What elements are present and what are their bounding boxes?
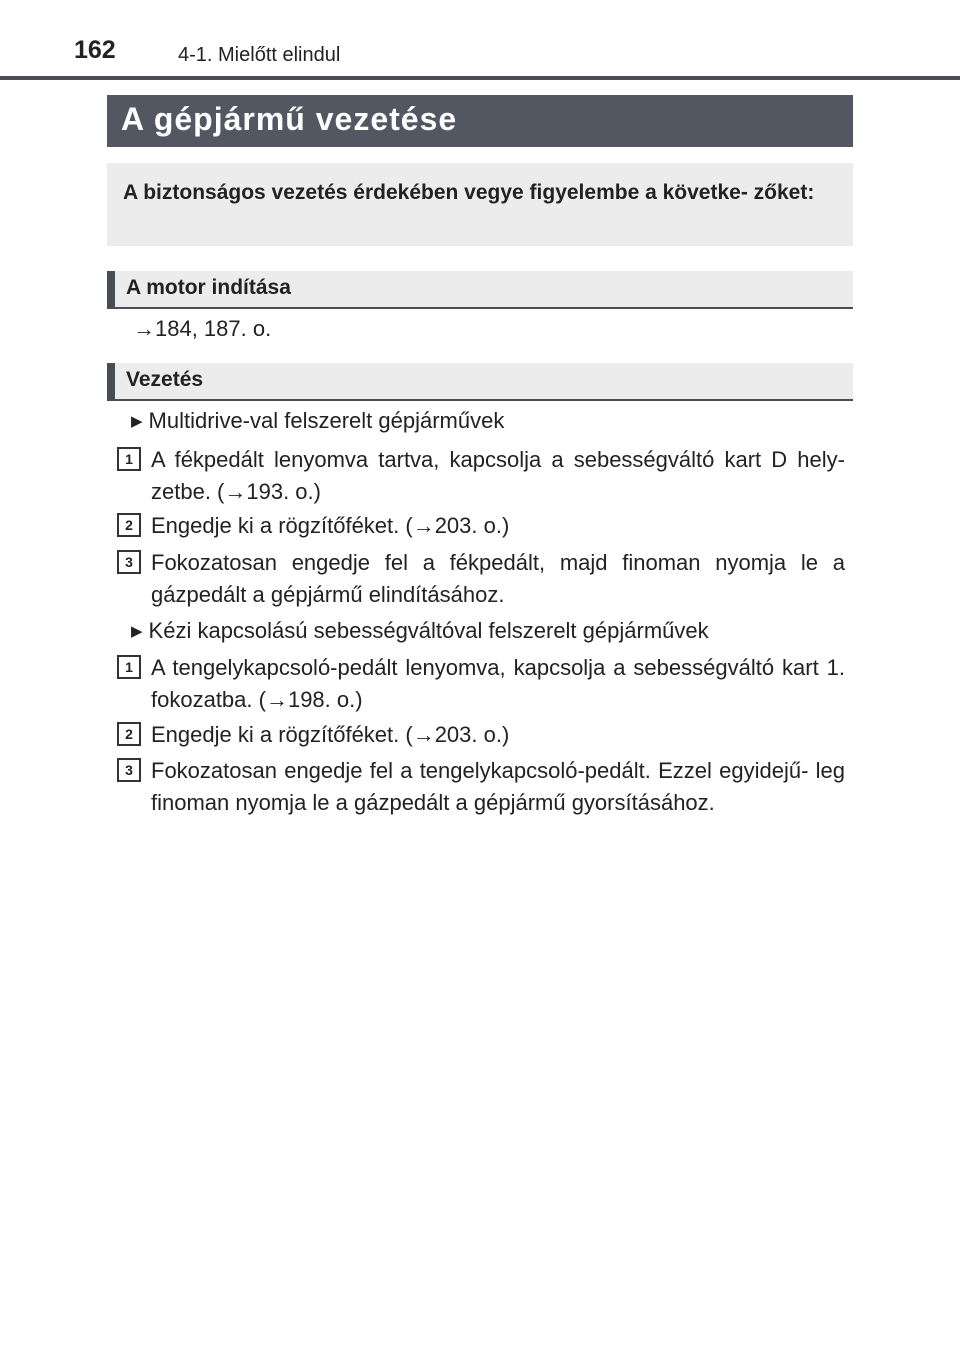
step-text: A tengelykapcsoló-pedált lenyomva, kapcsolja a sebességváltó kart 1. fokozatba. (→198. o.): [151, 655, 845, 712]
step-number-badge: 2: [117, 722, 141, 746]
triangle-right-icon: ▶: [131, 413, 143, 430]
section-heading-label: Vezetés: [126, 368, 204, 391]
step-text: Engedje ki a rögzítőféket. (→203. o.): [151, 722, 510, 747]
section-accent: [107, 363, 115, 399]
section-accent: [107, 271, 115, 307]
step-number-badge: 3: [117, 758, 141, 782]
step-number-badge: 2: [117, 513, 141, 537]
page-title: A gépjármű vezetése: [121, 101, 458, 137]
group-heading-text: Multidrive-val felszerelt gépjárművek: [148, 408, 505, 433]
chapter-title: 4-1. Mielőtt elindul: [178, 44, 341, 66]
intro-box: [107, 163, 853, 246]
step-number-badge: 1: [117, 655, 141, 679]
step-text: Engedje ki a rögzítőféket. (→203. o.): [151, 513, 510, 538]
header-divider: [0, 76, 960, 80]
section-heading-driving: [107, 363, 853, 401]
engine-start-reference: →184, 187. o.: [133, 316, 272, 341]
group-heading-text: Kézi kapcsolású sebességváltóval felszerelt gépjárművek: [148, 618, 709, 643]
triangle-right-icon: ▶: [131, 623, 143, 640]
section-heading-engine-start: [107, 271, 853, 309]
intro-text: A biztonságos vezetés érdekében vegye figyelembe a követke- zőket:: [123, 181, 815, 204]
step-text: A fékpedált lenyomva tartva, kapcsolja a sebességváltó kart D hely- zetbe. (→193. o.): [151, 447, 845, 504]
group-heading-multidrive: [131, 408, 504, 434]
step-text: Fokozatosan engedje fel a fékpedált, majd finoman nyomja le a gázpedált a gépjármű elindításához.: [151, 550, 845, 607]
group-heading-manual: [131, 618, 709, 644]
step-text: Fokozatosan engedje fel a tengelykapcsoló-pedált. Ezzel egyidejű- leg finoman nyomja le a gázpedált a gépjármű gyorsításához.: [151, 758, 845, 815]
step-number-badge: 3: [117, 550, 141, 574]
page-header: [0, 0, 960, 80]
page-number: 162: [74, 36, 116, 64]
page-title-bar: [107, 95, 853, 147]
step-number-badge: 1: [117, 447, 141, 471]
section-heading-label: A motor indítása: [126, 276, 291, 299]
